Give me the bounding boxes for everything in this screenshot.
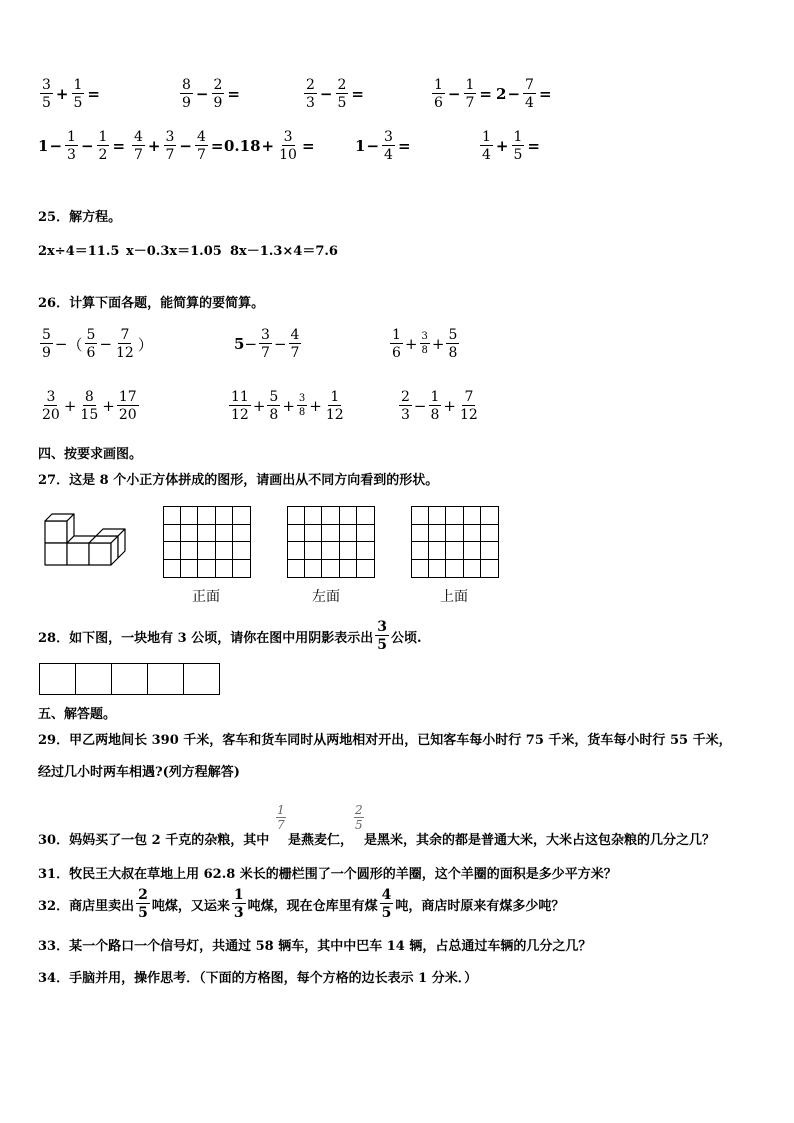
q30-text-part2: 是燕麦仁， — [288, 833, 354, 848]
calc-row1-item5: 2 − $\frac{7}{4}$ = — [496, 77, 552, 111]
label-front-view: 正面 — [192, 589, 220, 605]
q27-title: 27．这是 8 个小正方体拼成的图形，请画出从不同方向看到的形状。 — [38, 473, 439, 488]
calc-row2-item3: 0.18 + $\frac{3}{10}$ = — [224, 129, 315, 163]
calc-row1-item1: $\frac{3}{5}$ + $\frac{1}{5}$ = — [42, 77, 100, 111]
calc-row1-item3: $\frac{2}{3}$ − $\frac{2}{5}$ = — [306, 77, 364, 111]
q26-problem-6: $\frac{2}{3}$ − $\frac{1}{8}$ + $\frac{7}{12}$ — [401, 389, 478, 423]
section-5-heading: 五、解答题。 — [38, 707, 117, 722]
calc-row2-item4: 1 − $\frac{3}{4}$ = — [355, 129, 411, 163]
label-top-view: 上面 — [440, 589, 468, 605]
calc-row2-item5: $\frac{1}{4}$ + $\frac{1}{5}$ = — [482, 129, 540, 163]
q30-fraction-oats: 1 7 — [277, 803, 285, 832]
q25-equation-2: x－0.3x＝1.05 — [126, 244, 222, 259]
cube-stack-figure — [40, 510, 126, 572]
q31-question: 31．牧民王大叔在草地上用 62.8 米长的栅栏围了一个圆形的羊圈，这个羊圈的面积是多少平方米？ — [38, 867, 617, 882]
calc-row1-item2: $\frac{8}{9}$ − $\frac{2}{9}$ = — [182, 77, 240, 111]
land-strip-five-parts[interactable] — [39, 663, 220, 695]
grid-left-view[interactable] — [287, 506, 375, 578]
section-4-heading: 四、按要求画图。 — [38, 447, 143, 462]
q26-title: 26．计算下面各题，能简算的要简算。 — [38, 296, 265, 311]
q29-line-1: 29．甲乙两地间长 390 千米，客车和货车同时从两地相对开出，已知客车每小时行 75 千米，货车每小时行 55 千米， — [38, 733, 732, 748]
calc-row2-item2: $\frac{4}{7}$ + $\frac{3}{7}$ − $\frac{4}{7}$ = — [134, 129, 224, 163]
grid-top-view[interactable] — [411, 506, 499, 578]
q34-question: 34．手脑并用，操作思考．（下面的方格图，每个方格的边长表示 1 分米．） — [38, 971, 478, 986]
q26-problem-2: 5 − $\frac{3}{7}$ − $\frac{4}{7}$ — [234, 327, 300, 361]
q30-fraction-black-rice: 2 5 — [355, 803, 363, 832]
q26-problem-4: $\frac{3}{20}$ + $\frac{8}{15}$ + $\frac{17}{20}$ — [42, 389, 137, 423]
q30-text-part3: 是黑米，其余的都是普通大米，大米占这包杂粮的几分之几？ — [364, 833, 716, 848]
q28-question: 28．如下图，一块地有 3 公顷，请你在图中用阴影表示出 $\frac{3}{5}$ 公顷. — [38, 619, 422, 653]
q29-line-2: 经过几小时两车相遇?(列方程解答) — [38, 765, 240, 780]
q25-equation-1: 2x÷4＝11.5 — [38, 244, 120, 259]
q30-text-part1: 30．妈妈买了一包 2 千克的杂粮，其中 — [38, 833, 270, 848]
q26-problem-1: $\frac{5}{9}$ − （ $\frac{5}{6}$ − $\frac{7}{12}$ ） — [42, 327, 153, 361]
grid-front-view[interactable] — [163, 506, 251, 578]
q32-question: 32．商店里卖出 $\frac{2}{5}$ 吨煤，又运来 $\frac{1}{3}$ 吨煤，现在仓库里有煤 $\frac{4}{5}$ 吨，商店时原来有煤多少吨？ — [38, 887, 565, 921]
q33-question: 33．某一个路口一个信号灯，共通过 58 辆车，其中中巴车 14 辆，占总通过车辆的几分之几？ — [38, 939, 592, 954]
calc-row1-item4: $\frac{1}{6}$ − $\frac{1}{7}$ = — [434, 77, 492, 111]
calc-row2-item1: 1 − $\frac{1}{3}$ − $\frac{1}{2}$ = — [38, 129, 126, 163]
q26-problem-3: $\frac{1}{6}$ + $\frac{3}{8}$ + $\frac{5}{8}$ — [392, 327, 458, 361]
q26-problem-5: $\frac{11}{12}$ + $\frac{5}{8}$ + $\frac{3}{8}$ + $\frac{1}{12}$ — [231, 389, 344, 423]
q25-equation-3: 8x－1.3×4＝7.6 — [230, 244, 338, 259]
label-left-view: 左面 — [312, 589, 340, 605]
q25-title: 25．解方程。 — [38, 210, 122, 225]
